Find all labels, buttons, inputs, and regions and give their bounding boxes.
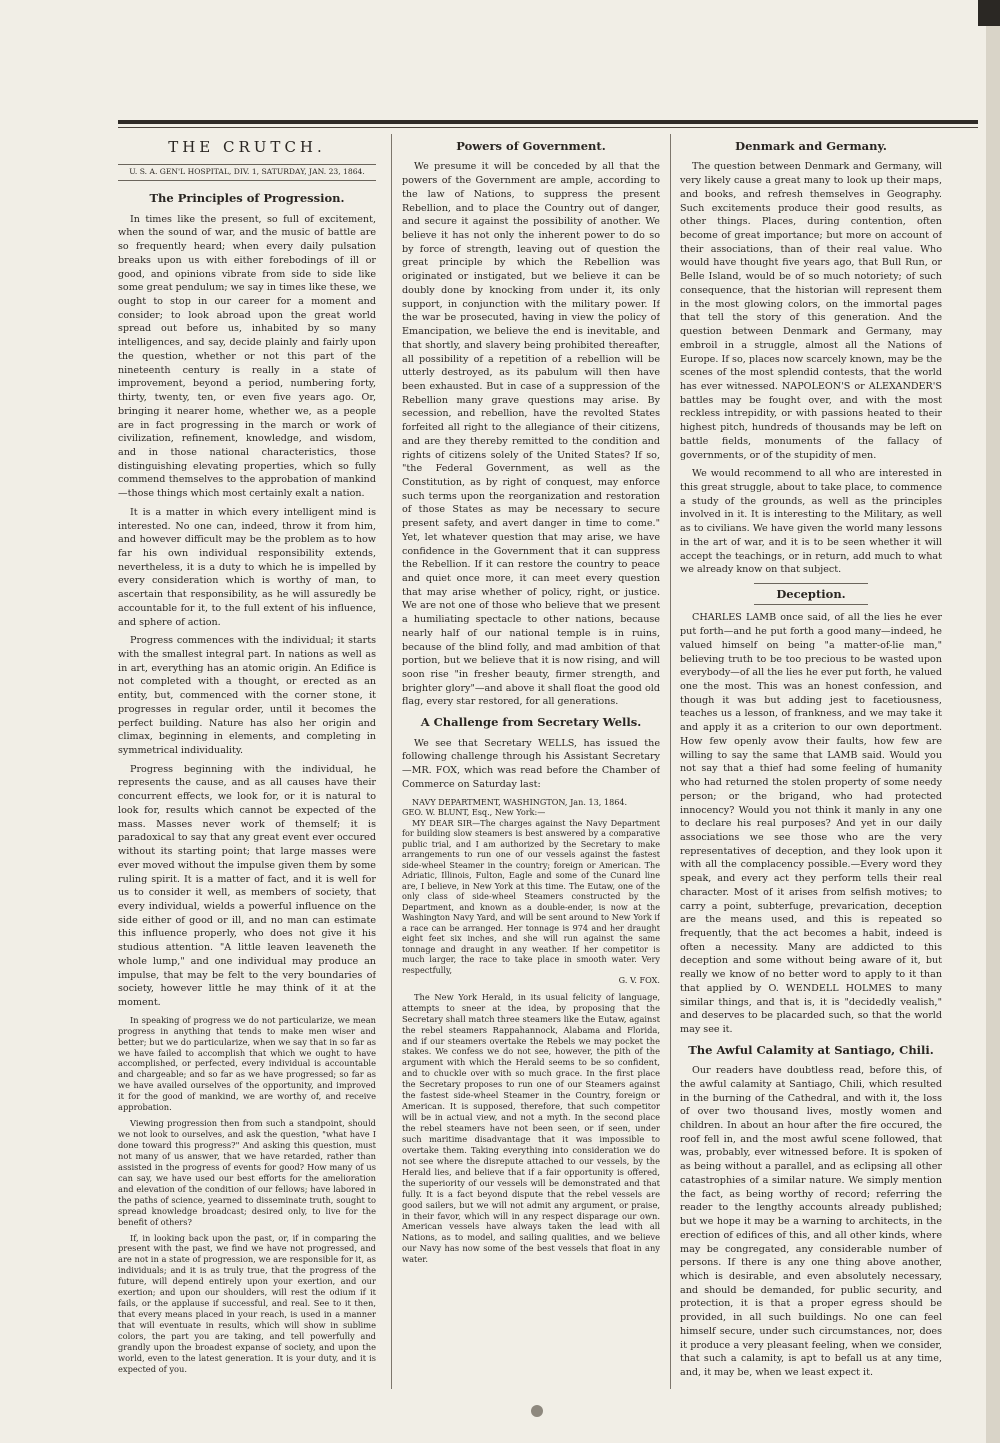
letter-signature: G. V. FOX.	[618, 975, 660, 986]
column-1	[118, 134, 376, 1389]
paragraph: Progress commences with the individual; it starts with the smallest integral part. In nations as well as in art, everything has an atomic origin. An Edifice is not completed with a thought, or erected as an entity, but, commenced with the corner stone, it progresses in regular order, until it becomes the perfect building. Nature has also her origin and climax, beginning in elements, and completing in symmetrical individuality.	[118, 635, 376, 757]
paragraph: Viewing progression then from such a standpoint, should we not look to ourselves, and ask the question, "what have I done toward this progress?" And asking this question, must not many of us answer, that we have retarded, rather than assisted in the progress of events for good? How many of us can say, we have used our best efforts for the amelioration and elevation of the condition of our fellows; have labored in the paths of science, yearned to disseminate truth, sought to spread knowledge broadcast; desired only, to live for the benefit of others?	[118, 1118, 376, 1227]
column-3	[680, 134, 942, 1389]
section-heading-box	[680, 583, 942, 605]
binding-tab	[978, 0, 1000, 26]
paragraph: We see that Secretary WELLS, has issued the following challenge through his Assistant Secretary—MR. FOX, which was read before the Chamber of Commerce on Saturday last:	[402, 737, 660, 790]
article-title: A Challenge from Secretary Wells.	[420, 715, 642, 730]
paragraph: Progress beginning with the individual, he represents the cause, and as all causes have their concurrent effects, we look for, or it is natural to look for, results which cannot be expected of the mass. Masses never work of themself; it is paradoxical to say that any great event ever occured without its starting point; that large masses were ever moved without the impulse given them by some ruling spirit. It is a matter of fact, and it is well for us to consider it well, as members of society, that every individual, wields a powerful influence on the side either of good or ill, and no man can estimate this influence properly, who does not give it his studious attention. "A little leaven leaveneth the whole lump," and one individual may produce an impulse, that may be felt to the very boundaries of society, however little he may think of it at the moment.	[118, 763, 376, 1008]
paragraph: It is a matter in which every intelligent mind is interested. No one can, indeed, throw it from him, and however difficult may be the problem as to how far his own individual responsibility extends, nevertheless, it is a duty to which he is impelled by every consideration which is worthy of man, to ascertain that responsibility, as he will assuredly be accountable for it, to the full extent of his influence, and sphere of action.	[118, 506, 376, 628]
column-2	[402, 134, 660, 1389]
paragraph: The question between Denmark and Germany, will very likely cause a great many to look up their maps, and books, and refresh themselves in Geography. Such excitements produce their good results, as other things. Places, during contention, often become of great importance; but more on account of their associations, than of their real value. Who would have thought five years ago, that Bull Run, or Belle Island, would be of so much notoriety; of such consequence, that the historian will represent them in the most glowing colors, on the immortal pages that tell the story of this generation. And the question between Denmark and Germany, may embroil in a struggle, almost all the Nations of Europe. If so, places now scarcely known, may be the scenes of the most splendid contests, that the world has ever witnessed. NAPOLEON'S or ALEXANDER'S battles may be fought over, and with the most reckless intrepidity, or with passions heated to their highest pitch, hundreds of thousands may be left on battle fields, monuments of the fallacy of governments, or of the stupidity of men.	[680, 161, 942, 461]
letter-recipient: GEO. W. BLUNT, Esq., New York:—	[402, 807, 546, 818]
paragraph: We would recommend to all who are interested in this great struggle, about to take place, to commence a study of the grounds, as well as the principles involved in it. It is interesting to the Military, as well as to civilians. We have given the world many lessons in the art of war, and it is to be seen whether it will accept the teachings, or in return, add much to what we already know on that subject.	[680, 468, 942, 576]
paragraph: CHARLES LAMB once said, of all the lies he ever put forth—and he put forth a good many—indeed, he valued himself on being "a matter-of-lie man," believing truth to be too precious to be wasted upon everybody—of all the lies he ever put forth, he valued one the most. This was an honest confession, and though it was but adding jest to facetiousness, teaches us a lesson, of frankness, and we may take it and apply it as a criterion to our own deportment. How few openly avow their faults, how few are willing to say the same that LAMB said. Would you not say that a thief had some feeling of humanity who had returned the stolen property of some needy person; or the brigand, who had protected innocency? Would you not think it manly in any one to declare his real purposes? And yet in our daily associations we see those who are the very representatives of deception, and they look upon it with all the complacency possible.—Every word they speak, and every act they perform tells their real character. Most of it arises from selfish motives; to carry a point, subterfuge, prevarication, deception are the means used, and this is repeated so frequently, that the act becomes a habit, indeed is often a necessity. Many are addicted to this deception and some without being aware of it, but really we know of no better word to apply to it than that applied by O. WENDELL HOLMES to many similar things, and that is, it is "decidedly vealish," and deserves to be placarded such, so that the world may see it.	[680, 612, 942, 1035]
column-divider	[391, 134, 392, 1389]
paragraph: The New York Herald, in its usual felicity of language, attempts to sneer at the idea, by proposing that the Secretary shall match three steamers like the Eutaw, against the rebel steamers Rappahannock, Alabama and Florida, and if our steamers overtake the Rebels we may pocket the stakes. We confess we do not see, however, the pith of the argument with which the Herald seems to be so confident, and to chuckle over with so much grace. In the first place the Secretary proposes to run one of our Steamers against the fastest side-wheel Steamer in the Country, foreign or American. It is supposed, therefore, that such competitor will be in actual view, and not a myth. In the second place the rebel steamers have not been seen, or if seen, under such maritime disadvantage that it was impossible to overtake them. Taking everything into consideration we do not see where the disrepute attached to our vessels, by the Herald lies, and believe that if a fair opportunity is offered, the superiority of our vessels will be demonstrated and that fully. It is a fact beyond dispute that the rebel vessels are good sailers, but we will not admit any argument, or praise, in their favor, which will in any respect disparage our own. American vessels have always taken the lead with all Nations, as to model, and sailing qualities, and we believe our Navy has now some of the best vessels that float in any water.	[402, 991, 660, 1265]
paragraph: In times like the present, so full of excitement, when the sound of war, and the music of battle are so frequently heard; when every daily pulsation breaks upon us with either forebodings of ill or good, and opinions vibrate from side to side like some great pendulum; we say in times like these, we ought to stop in our career for a moment and consider; to look abroad upon the great world spread out before us, inhabited by so many intelligences, and say, decide plainly and fairly upon the question, whether or not this part of the nineteenth century is really in a state of improvement, beyond a period, numbering forty, thirty, twenty, ten, or even five years ago. Or, bringing it nearer home, whether we, as a people are in fact progressing in the march or work of civilization, refinement, knowledge, and wisdom, and in those national characteristics, those distinguishing elevating properties, which so fully commend themselves to the approbation of mankind—those things which most certainly exalt a nation.	[118, 213, 376, 500]
paragraph: Our readers have doubtless read, before this, of the awful calamity at Santiago, Chili, which resulted in the burning of the Cathedral, and with it, the loss of over two thousand lives, mostly women and children. In about an hour after the fire occured, the roof fell in, and the most awful scene followed, that was, probably, ever witnessed before. It is spoken of as being without a parallel, and as eclipsing all other catastrophies of a similar nature. We simply mention the fact, as being worthy of record; referring the reader to the lengthy accounts already published; but we hope it may be a warning to architects, in the erection of edifices of this, and all other kinds, where may be congregated, any considerable number of persons. If there is any one thing above another, which is desirable, and even absolutely necessary, and should be demanded, for public security, and protection, it is that a proper egress should be provided, in all such buildings. No one can feel himself secure, under such circumstances, nor, does it produce a very pleasant feeling, when we consider, that such a calamity, is apt to befall us at any time, and, it may be, when we least expect it.	[680, 1065, 942, 1378]
masthead: THE CRUTCH.	[168, 138, 326, 156]
article-title: Denmark and Germany.	[735, 139, 887, 153]
paragraph: We presume it will be conceded by all that the powers of the Government are ample, according to the law of Nations, to suppress the present Rebellion, and to place the Country out of danger, and secure it against the possibility of another. We believe it has not only the inherent power to do so by force of strength, leaving out of question the great principle by which the Rebellion was originated or instigated, but we believe it can be doubly done by knocking from under it, its only support, in conjunction with the military power. If the war be prosecuted, having in view the policy of Emancipation, we believe the end is inevitable, and that shortly, and slavery being prohibited thereafter, all possibility of a repetition of a rebellion will be utterly destroyed, as its pabulum will then have been exhausted. But in case of a suppression of the Rebellion many grave questions may arise. By secession, and rebellion, have the revolted States forfeited all right to the allegiance of their citizens, and are they thereby remitted to the condition and rights of citizens solely of the United States? If so, "the Federal Government, as well as the Constitution, as by right of conquest, may enforce such terms upon the reorganization and restoration of those States as may be necessary to secure present safety, and avert danger in time to come." Yet, let whatever question that may arise, we have confidence in the Government that it can suppress the Rebellion. If it can restore the country to peace and quiet once more, it can meet every question that may arise whether of policy, right, or justice. We are not one of those who believe that we present a humiliating spectacle to other nations, because nearly half of our national temple is in ruins, because of the blind folly, and mad ambition of that portion, but we believe that it is now rising, and will soon rise "in fresher beauty, firmer strength, and brighter glory"—and above it shall float the good old flag, every star restored, for all generations.	[402, 161, 660, 708]
article-title: Powers of Government.	[456, 139, 606, 153]
column-divider	[670, 134, 671, 1389]
page-hole	[531, 1405, 543, 1417]
paragraph: If, in looking back upon the past, or, if in comparing the present with the past, we find we have not progressed, and are not in a state of progression, we are responsible for it, as individuals; and it is as truly true, that the progress of the future, will depend entirely upon your exertion, and our exertion; and upon our shoulders, will rest the odium if it fails, or the applause if successful, and real. See to it then, that every means placed in your reach, is used in a manner that will eventuate in results, which will show in sublime colors, the part you are taking, and tell powerfully and grandly upon the broadest expanse of society, and upon the world, even to the latest generation. It is your duty, and it is expected of you.	[118, 1232, 376, 1374]
header-rule-thin	[118, 127, 978, 128]
article-title: The Awful Calamity at Santiago, Chili.	[688, 1042, 934, 1057]
letter-body: MY DEAR SIR—The charges against the Navy Department for building slow steamers is best answered by a comparative public trial, and I am authorized by the Secretary to make arrangements to run one of our vessels against the fastest side-wheel Steamer in the country; foreign or American. The Adriatic, Illinois, Fulton, Eagle and some of the Cunard line are, I believe, in New York at this time. The Eutaw, one of the only class of side-wheel Steamers constructed by the Department, and known as a double-ender, is now at the Washington Navy Yard, and will be sent around to New York if a race can be arranged. Her tonnage is 974 and her draught eight feet six inches, and she will run against the same tonnage and draught in any weather. If her competitor is much larger, the race to take place in smooth water. Very respectfully,	[402, 817, 660, 975]
letter-header: NAVY DEPARTMENT, WASHINGTON, Jan. 13, 1864.	[412, 796, 628, 807]
page-edge	[986, 0, 1000, 1443]
article-title: Deception.	[754, 583, 867, 605]
header-rule	[118, 120, 978, 124]
letter	[402, 797, 660, 986]
paragraph: In speaking of progress we do not particularize, we mean progress in anything that tends to make men wiser and better; but we do particularize, when we say that in so far as we have failed to accomplish that which we ought to have accomplished, or perfected, every individual is accountable and chargeable; and so far as we have progressed; so far as we have availed ourselves of the opportunity, and improved it for the good of mankind, we are worthy of, and receive approbation.	[118, 1014, 376, 1113]
article-title: The Principles of Progression.	[149, 191, 345, 206]
dateline: U. S. A. GEN'L HOSPITAL, DIV. 1, SATURDAY, JAN. 23, 1864.	[118, 164, 376, 181]
